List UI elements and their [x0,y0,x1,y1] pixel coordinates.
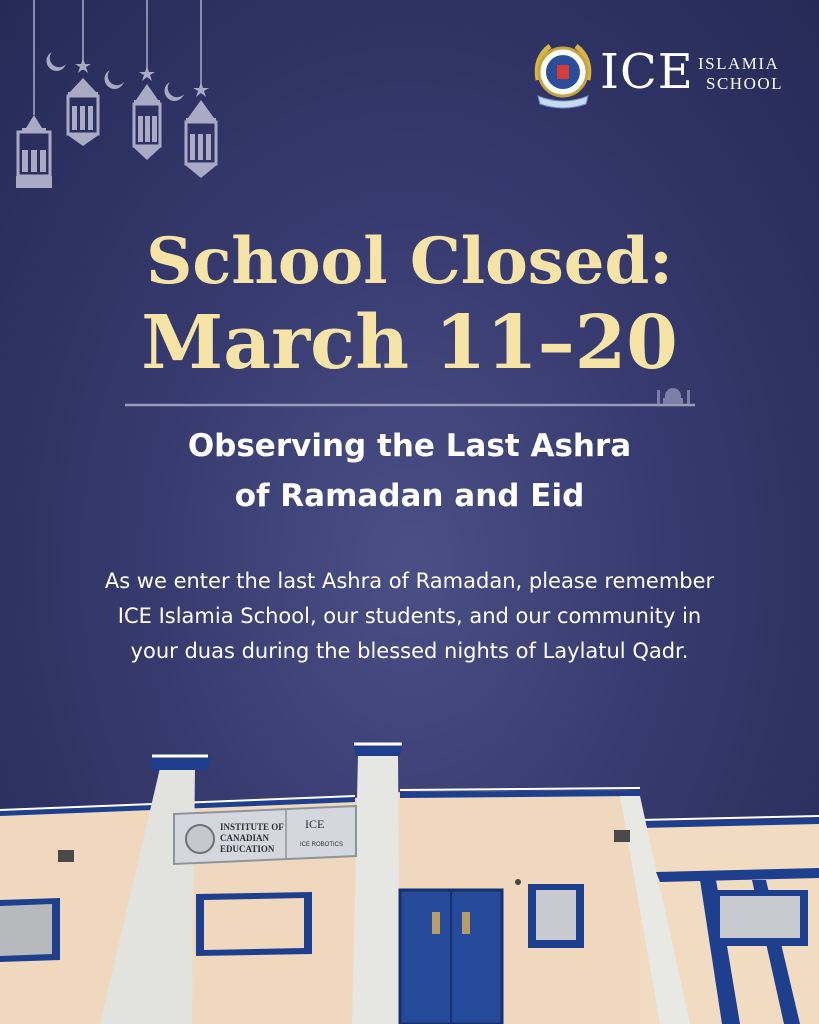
sign-text-line-2: CANADIAN [220,833,269,843]
lantern-icon [66,78,100,146]
hanging-lanterns-decoration [0,0,240,200]
logo-school-text: SCHOOL [706,74,784,93]
message-line-1: As we enter the last Ashra of Ramadan, please remember [104,569,715,593]
subtitle-line-1: Observing the Last Ashra [187,428,632,464]
crescent-moon-icon [164,82,184,101]
logo-islamia-text: ISLAMIA [698,54,780,73]
sign-text-line-3: EDUCATION [220,844,275,854]
school-building-photo [0,740,819,1024]
subtitle-line-2: of Ramadan and Eid [234,478,585,514]
lantern-icon [132,84,162,160]
crescent-moon-icon [46,52,66,71]
logo-wordmark: ICE [600,44,694,100]
lantern-icon [16,115,52,188]
sign-ice-text: ICE [305,817,325,831]
lantern-icon [184,100,218,178]
headline-line-1: School Closed: [146,224,673,299]
divider-line [125,380,695,410]
message-line-3: your duas during the blessed nights of Laylatul Qadr. [130,639,689,663]
mosque-icon [657,388,690,404]
headline-line-2: March 11–20 [141,300,678,386]
sign-text-line-1: INSTITUTE OF [220,822,284,832]
message-line-2: ICE Islamia School, our students, and our community in [117,604,702,628]
school-logo [530,40,790,115]
school-seal-icon [530,40,596,112]
crescent-moon-icon [104,70,124,89]
sign-robotics-text: ICE ROBOTICS [300,842,344,848]
